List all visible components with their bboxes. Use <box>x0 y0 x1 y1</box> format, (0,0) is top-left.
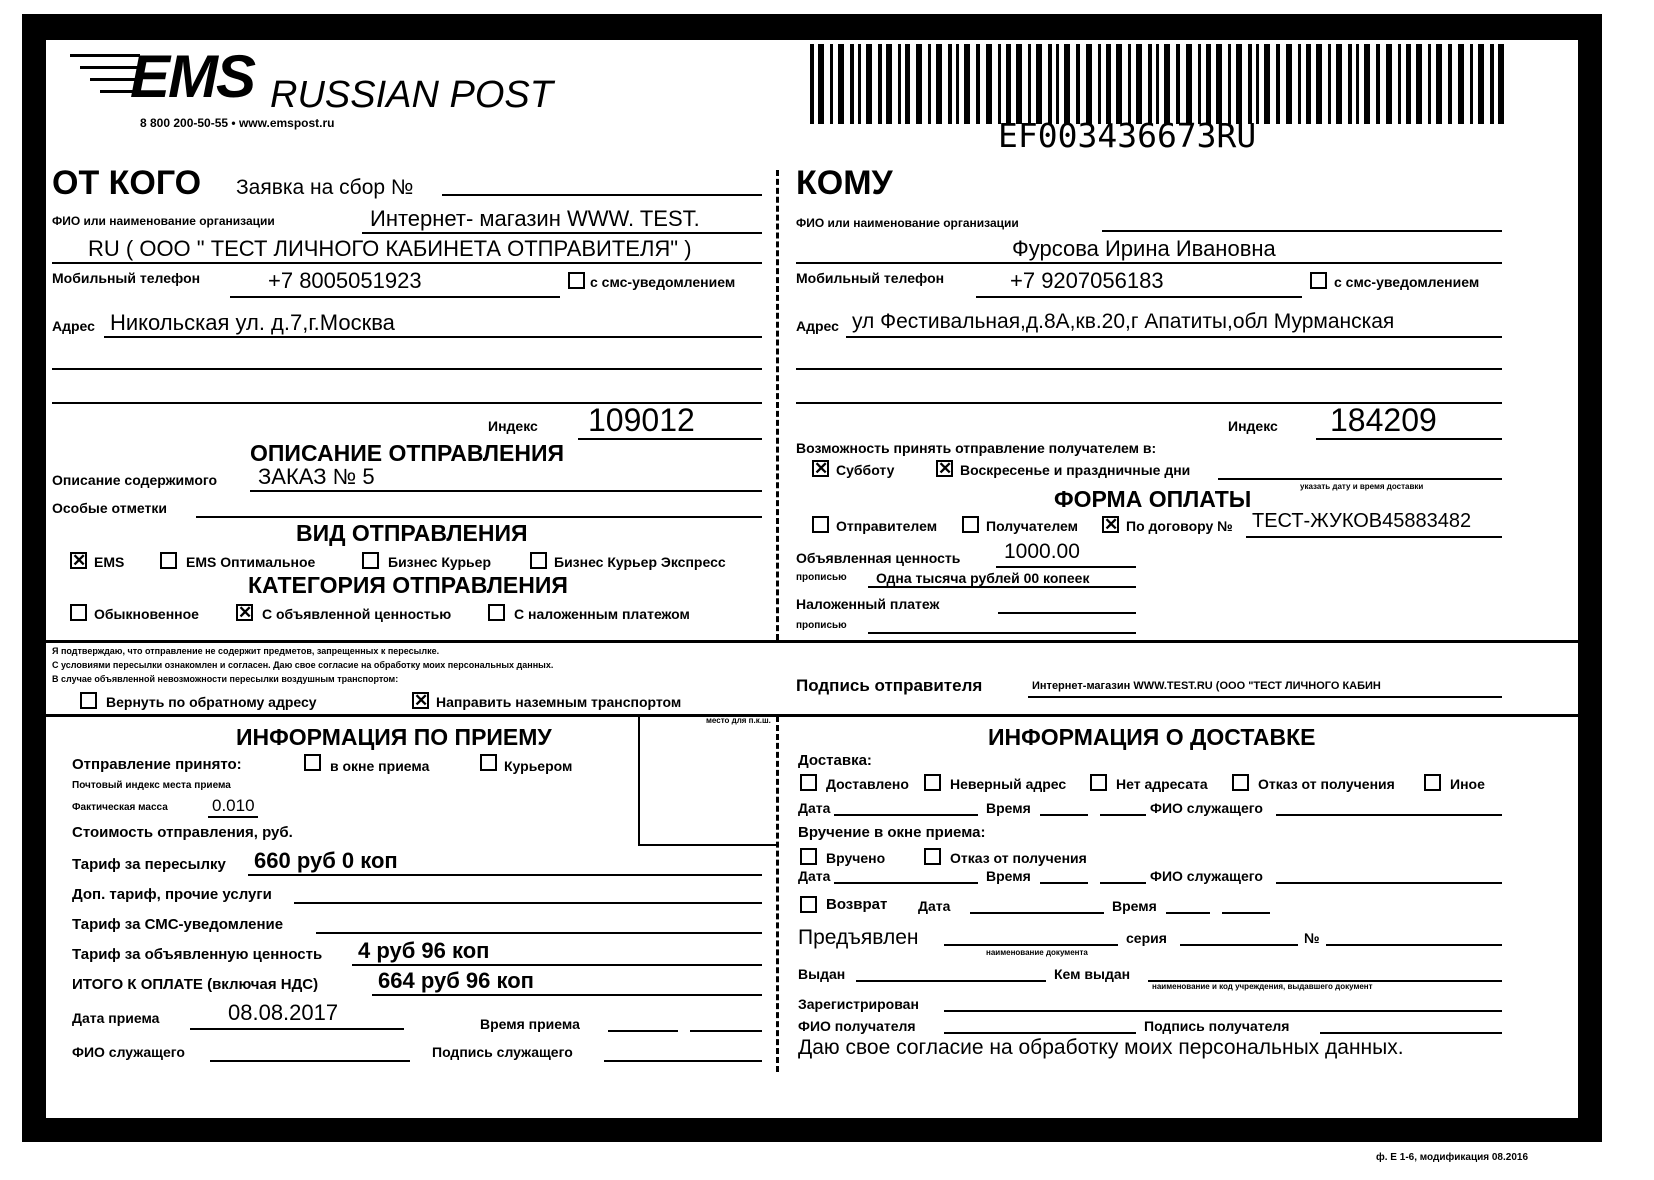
consent-line3: В случае объявленной невозможности пересылки воздушным транспортом: <box>52 674 399 684</box>
category-cod-label: С наложенным платежом <box>514 606 690 622</box>
delivery-time-label: Время <box>986 800 1031 816</box>
type-express-label: Бизнес Курьер Экспресс <box>554 554 726 570</box>
sender-name-line1: Интернет- магазин WWW. TEST. <box>370 206 700 231</box>
column-divider <box>776 170 779 640</box>
refused-checkbox[interactable] <box>924 848 941 865</box>
sender-name-label: ФИО или наименование организации <box>52 214 275 228</box>
wrong-address-checkbox[interactable] <box>924 774 941 791</box>
no-recipient-checkbox[interactable] <box>1090 774 1107 791</box>
payment-sender-label: Отправителем <box>836 518 938 534</box>
contact-info: 8 800 200-50-55 • www.emspost.ru <box>140 116 335 130</box>
recipient-index-label: Индекс <box>1228 418 1278 434</box>
declared-value: 1000.00 <box>1004 540 1080 563</box>
courier-label: Курьером <box>504 758 573 774</box>
category-cod-checkbox[interactable] <box>488 604 505 621</box>
tariff-value: 660 руб 0 коп <box>254 848 398 873</box>
holiday-hint: указать дату и время доставки <box>1300 482 1424 491</box>
declared-value-label: Объявленная ценность <box>796 550 961 566</box>
delivered-checkbox[interactable] <box>800 774 817 791</box>
shipment-type-title: ВИД ОТПРАВЛЕНИЯ <box>296 520 528 546</box>
refusal-checkbox[interactable] <box>1232 774 1249 791</box>
type-business-label: Бизнес Курьер <box>388 554 492 570</box>
clerk-sign-label: Подпись служащего <box>432 1044 573 1060</box>
payment-contract-label: По договору № <box>1126 518 1233 534</box>
request-label: Заявка на сбор № <box>236 176 414 199</box>
handed-label: Вручено <box>826 850 886 866</box>
type-ems-label: EMS <box>94 554 125 570</box>
category-title: КАТЕГОРИЯ ОТПРАВЛЕНИЯ <box>248 572 568 598</box>
window-checkbox[interactable] <box>304 754 321 771</box>
tariff-label: Тариф за пересылку <box>72 856 226 873</box>
form-code: ф. Е 1-6, модификация 08.2016 <box>1376 1152 1529 1163</box>
brand-name: RUSSIAN POST <box>270 74 553 116</box>
sender-sms-label: с смс-уведомлением <box>590 274 736 290</box>
registered-label: Зарегистрирован <box>798 996 919 1012</box>
delivered-label: Доставлено <box>826 776 909 792</box>
handed-time-label: Время <box>986 868 1031 884</box>
ems-logo: EMS <box>70 48 270 118</box>
return-checkbox[interactable] <box>80 692 97 709</box>
declared-tariff-label: Тариф за объявленную ценность <box>72 946 323 963</box>
recipient-phone: +7 9207056183 <box>1010 268 1164 293</box>
weight-value: 0.010 <box>212 796 255 815</box>
sender-sms-checkbox[interactable] <box>568 272 585 289</box>
payment-title: ФОРМА ОПЛАТЫ <box>1054 486 1252 512</box>
issued-by-label: Кем выдан <box>1054 966 1131 982</box>
saturday-checkbox[interactable]: ✕ <box>814 459 829 478</box>
presented-label: Предъявлен <box>798 926 919 949</box>
cost-label: Стоимость отправления, руб. <box>72 824 293 841</box>
accepted-label: Отправление принято: <box>72 756 242 773</box>
courier-checkbox[interactable] <box>480 754 497 771</box>
recipient-name: Фурсова Ирина Ивановна <box>1012 236 1276 261</box>
cod-words-label: прописью <box>796 620 847 631</box>
payment-sender-checkbox[interactable] <box>812 516 829 533</box>
type-optimal-checkbox[interactable] <box>160 552 177 569</box>
recipient-address: ул Фестивальная,д.8А,кв.20,г Апатиты,обл Мурманская <box>852 310 1395 333</box>
sunday-checkbox[interactable]: ✕ <box>938 459 953 478</box>
clerk-name-label: ФИО служащего <box>72 1044 185 1060</box>
recipient-sms-label: с смс-уведомлением <box>1334 274 1480 290</box>
content-label: Описание содержимого <box>52 472 218 488</box>
category-declared-checkbox[interactable]: ✕ <box>238 603 253 622</box>
sender-phone-label: Мобильный телефон <box>52 270 201 286</box>
reception-time-label: Время приема <box>480 1016 580 1032</box>
return-label: Вернуть по обратному адресу <box>106 694 317 710</box>
delivery-label: Доставка: <box>798 752 872 769</box>
weight-label: Фактическая масса <box>72 802 168 813</box>
recipient-sign-label: Подпись получателя <box>1144 1018 1290 1034</box>
delivery-title: ИНФОРМАЦИЯ О ДОСТАВКЕ <box>988 724 1316 750</box>
payment-contract-checkbox[interactable]: ✕ <box>1104 515 1119 534</box>
recipient-address-label: Адрес <box>796 318 839 334</box>
other-checkbox[interactable] <box>1424 774 1441 791</box>
delivery-date-label: Дата <box>798 800 831 816</box>
recipient-phone-label: Мобильный телефон <box>796 270 945 286</box>
return-delivery-checkbox[interactable] <box>800 896 817 913</box>
contract-number: ТЕСТ-ЖУКОВ45883482 <box>1252 510 1472 532</box>
description-title: ОПИСАНИЕ ОТПРАВЛЕНИЯ <box>250 440 565 466</box>
window-delivery-label: Вручение в окне приема: <box>798 824 986 841</box>
issued-label: Выдан <box>798 966 846 982</box>
category-ordinary-checkbox[interactable] <box>70 604 87 621</box>
sender-name-line2: RU ( ООО " ТЕСТ ЛИЧНОГО КАБИНЕТА ОТПРАВИТЕЛЯ" ) <box>88 236 692 261</box>
declared-words: Одна тысяча рублей 00 копеек <box>876 570 1090 586</box>
sender-signature-label: Подпись отправителя <box>796 676 983 695</box>
sender-address-label: Адрес <box>52 318 95 334</box>
ground-transport-label: Направить наземным транспортом <box>436 694 682 710</box>
consent-line2: С условиями пересылки ознакомлен и согласен. Даю свое согласие на обработку моих персональных данных. <box>52 660 554 670</box>
wrong-address-label: Неверный адрес <box>950 776 1067 792</box>
consent-line1: Я подтверждаю, что отправление не содержит предметов, запрещенных к пересылке. <box>52 646 440 656</box>
doc-number-label: № <box>1304 930 1320 946</box>
return-date-label: Дата <box>918 898 951 914</box>
sms-tariff-label: Тариф за СМС-уведомление <box>72 916 284 933</box>
sunday-label: Воскресенье и праздничные дни <box>960 462 1191 478</box>
return-time-label: Время <box>1112 898 1157 914</box>
type-express-checkbox[interactable] <box>530 552 547 569</box>
recipient-sms-checkbox[interactable] <box>1310 272 1327 289</box>
refusal-label: Отказ от получения <box>1258 776 1395 792</box>
stamp-label: место для п.к.ш. <box>706 716 771 725</box>
reception-title: ИНФОРМАЦИЯ ПО ПРИЕМУ <box>236 724 552 750</box>
refused-label: Отказ от получения <box>950 850 1087 866</box>
sender-signature: Интернет-магазин WWW.TEST.RU (ООО "ТЕСТ ЛИЧНОГО КАБИН <box>1032 680 1381 692</box>
handed-clerk-label: ФИО служащего <box>1150 868 1263 884</box>
reception-date: 08.08.2017 <box>228 1000 339 1025</box>
cod-label: Наложенный платеж <box>796 596 940 612</box>
type-ems-checkbox[interactable]: ✕ <box>72 551 87 570</box>
bottom-divider <box>776 716 779 1072</box>
window-label: в окне приема <box>330 758 430 774</box>
type-business-checkbox[interactable] <box>362 552 379 569</box>
sender-title: ОТ КОГО <box>52 164 202 202</box>
sender-index: 109012 <box>588 402 695 438</box>
extra-services-label: Доп. тариф, прочие услуги <box>72 886 272 903</box>
recipient-name-sign-label: ФИО получателя <box>798 1018 916 1034</box>
recipient-title: КОМУ <box>796 164 893 202</box>
sender-phone: +7 8005051923 <box>268 268 422 293</box>
postal-index-label: Почтовый индекс места приема <box>72 780 231 791</box>
saturday-label: Субботу <box>836 462 895 478</box>
delivery-consent: Даю свое согласие на обработку моих персональных данных. <box>798 1036 1404 1059</box>
issued-hint: наименование и код учреждения, выдавшего документ <box>1152 982 1373 991</box>
category-ordinary-label: Обыкновенное <box>94 606 199 622</box>
return-delivery-label: Возврат <box>826 896 888 913</box>
declared-words-label: прописью <box>796 572 847 583</box>
other-label: Иное <box>1450 776 1485 792</box>
payment-recipient-checkbox[interactable] <box>962 516 979 533</box>
handed-checkbox[interactable] <box>800 848 817 865</box>
ground-transport-checkbox[interactable]: ✕ <box>414 691 429 710</box>
payment-recipient-label: Получателем <box>986 518 1078 534</box>
type-optimal-label: EMS Оптимальное <box>186 554 316 570</box>
accept-days-label: Возможность принять отправление получателем в: <box>796 440 1157 456</box>
category-declared-label: С объявленной ценностью <box>262 606 452 622</box>
recipient-index: 184209 <box>1330 402 1437 438</box>
reception-date-label: Дата приема <box>72 1010 160 1026</box>
recipient-name-label: ФИО или наименование организации <box>796 216 1019 230</box>
sender-index-label: Индекс <box>488 418 538 434</box>
special-marks-label: Особые отметки <box>52 500 167 516</box>
delivery-clerk-label: ФИО служащего <box>1150 800 1263 816</box>
total-value: 664 руб 96 коп <box>378 968 534 993</box>
series-label: серия <box>1126 930 1167 946</box>
no-recipient-label: Нет адресата <box>1116 776 1208 792</box>
doc-hint: наименование документа <box>986 948 1088 957</box>
sender-address: Никольская ул. д.7,г.Москва <box>110 310 395 335</box>
tracking-number: EF003436673RU <box>998 116 1257 155</box>
total-label: ИТОГО К ОПЛАТЕ (включая НДС) <box>72 976 319 993</box>
handed-date-label: Дата <box>798 868 831 884</box>
content-value: ЗАКАЗ № 5 <box>258 464 375 489</box>
declared-tariff-value: 4 руб 96 коп <box>358 938 490 963</box>
